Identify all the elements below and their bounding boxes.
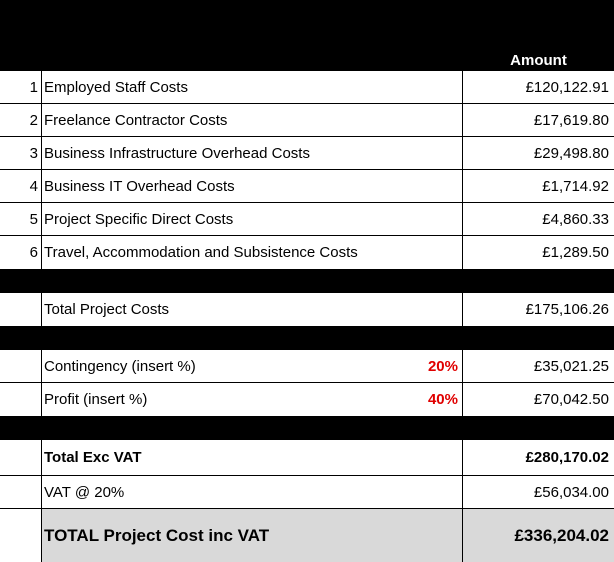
row-number-empty: [0, 350, 42, 382]
cost-amount: £1,289.50: [542, 244, 609, 261]
vat-amount: £56,034.00: [533, 483, 609, 501]
contingency-amount: £35,021.25: [533, 357, 609, 375]
profit-amount: £70,042.50: [533, 391, 609, 408]
header-band: [0, 0, 614, 71]
vat-label: VAT @ 20%: [42, 476, 463, 508]
cost-amount: £1,714.92: [542, 177, 609, 195]
profit-percent-input[interactable]: 40%: [403, 383, 463, 416]
total-project-label: Total Project Costs: [42, 293, 463, 326]
grand-total-label: TOTAL Project Cost inc VAT: [42, 509, 463, 562]
total-project-amount: £175,106.26: [525, 301, 609, 318]
row-number: 5: [0, 203, 42, 235]
row-number-empty: [0, 383, 42, 416]
row-number: 4: [0, 170, 42, 202]
separator-band: [0, 326, 614, 350]
table-row: [0, 137, 614, 170]
contingency-label: Contingency (insert %): [44, 357, 196, 375]
total-exc-vat-label: Total Exc VAT: [42, 440, 463, 475]
table-row: [0, 170, 614, 203]
cost-amount: £4,860.33: [542, 210, 609, 228]
contingency-row: [0, 350, 614, 383]
cost-label: Project Specific Direct Costs: [42, 203, 463, 235]
row-number: 6: [0, 236, 42, 269]
cost-amount: £17,619.80: [533, 111, 609, 129]
row-number: 2: [0, 104, 42, 136]
profit-row: [0, 383, 614, 416]
contingency-percent-input[interactable]: 20%: [403, 350, 463, 382]
total-exc-vat-row: [0, 440, 614, 476]
cost-amount: £29,498.80: [533, 144, 609, 162]
cost-label: Employed Staff Costs: [42, 71, 463, 103]
cost-amount: £120,122.91: [525, 78, 609, 96]
cost-label: Business IT Overhead Costs: [42, 170, 463, 202]
grand-total-amount: £336,204.02: [463, 509, 614, 562]
vat-row: [0, 476, 614, 509]
row-number-empty: [0, 293, 42, 326]
grand-total-row: [0, 509, 614, 562]
row-number-empty: [0, 509, 42, 562]
table-row: [0, 104, 614, 137]
row-number-empty: [0, 476, 42, 508]
amount-column-header: Amount: [510, 52, 567, 69]
table-row: [0, 236, 614, 269]
row-number-empty: [0, 440, 42, 475]
cost-label: Business Infrastructure Overhead Costs: [42, 137, 463, 169]
cost-label: Freelance Contractor Costs: [42, 104, 463, 136]
total-project-row: [0, 293, 614, 326]
separator-band: [0, 416, 614, 440]
row-number: 1: [0, 71, 42, 103]
total-exc-vat-amount: £280,170.02: [525, 449, 609, 466]
cost-label: Travel, Accommodation and Subsistence Costs: [42, 236, 463, 269]
profit-label: Profit (insert %): [44, 391, 148, 408]
separator-band: [0, 269, 614, 293]
table-row: [0, 71, 614, 104]
table-row: [0, 203, 614, 236]
row-number: 3: [0, 137, 42, 169]
